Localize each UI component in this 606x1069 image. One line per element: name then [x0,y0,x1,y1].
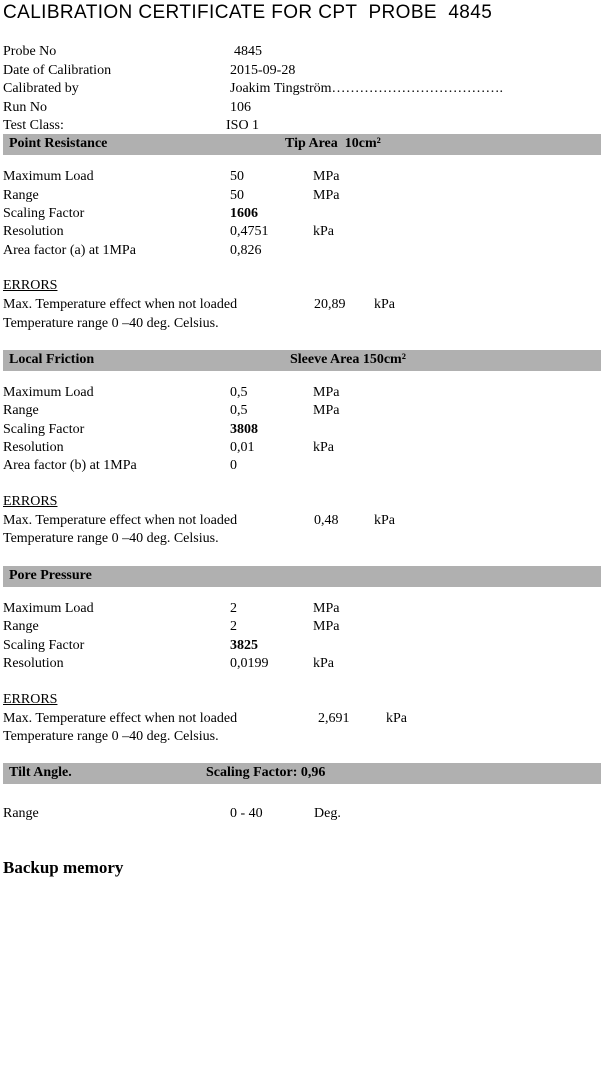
max-load-label: Maximum Load [3,601,94,616]
temp-effect-value: 20,89 [314,297,346,312]
max-load-unit: MPa [313,601,340,616]
date-label: Date of Calibration [3,63,112,78]
max-load-unit: MPa [313,169,340,184]
resolution-unit: kPa [313,656,334,671]
resolution-unit: kPa [313,440,334,455]
calibrated-by-value: Joakim Tingström………………………………. [230,81,504,96]
scaling-factor-value: 1606 [230,206,258,221]
temp-range-note: Temperature range 0 –40 deg. Celsius. [3,531,219,546]
scaling-factor-label: Scaling Factor [3,422,85,437]
tilt-angle-header [3,763,601,784]
sleeve-area: Sleeve Area 150cm² [290,352,406,367]
point-resistance-heading: Point Resistance [9,136,108,151]
range-label: Range [3,619,39,634]
test-class-value: ISO 1 [226,118,260,133]
run-no-label: Run No [3,100,47,115]
pore-pressure-header [3,566,601,587]
temp-range-note: Temperature range 0 –40 deg. Celsius. [3,316,219,331]
resolution-value: 0,01 [230,440,255,455]
temp-effect-unit: kPa [374,297,395,312]
test-class-label: Test Class: [3,118,64,133]
temp-effect-value: 2,691 [318,711,350,726]
range-label: Range [3,188,39,203]
scaling-factor-label: Scaling Factor [3,206,85,221]
range-label: Range [3,403,39,418]
max-load-label: Maximum Load [3,169,94,184]
max-load-value: 2 [230,601,237,616]
resolution-value: 0,4751 [230,224,269,239]
max-load-label: Maximum Load [3,385,94,400]
resolution-value: 0,0199 [230,656,269,671]
max-load-value: 0,5 [230,385,248,400]
scaling-factor-value: 3808 [230,422,258,437]
range-unit: MPa [313,619,340,634]
range-value: 0 - 40 [230,806,263,821]
max-load-value: 50 [230,169,244,184]
area-factor-value: 0 [230,458,237,473]
range-label: Range [3,806,39,821]
area-factor-label: Area factor (b) at 1MPa [3,458,137,473]
scaling-factor-label: Scaling Factor [3,638,85,653]
area-factor-label: Area factor (a) at 1MPa [3,243,136,258]
resolution-label: Resolution [3,224,64,239]
resolution-label: Resolution [3,656,64,671]
point-resistance-header [3,134,601,155]
range-value: 50 [230,188,244,203]
area-factor-value: 0,826 [230,243,262,258]
resolution-label: Resolution [3,440,64,455]
local-friction-header [3,350,601,371]
resolution-unit: kPa [313,224,334,239]
probe-no-value: 4845 [234,44,262,59]
run-no-value: 106 [230,100,251,115]
backup-memory-heading: Backup memory [3,858,124,877]
temp-effect-unit: kPa [386,711,407,726]
local-friction-heading: Local Friction [9,352,95,367]
temp-effect-value: 0,48 [314,513,339,528]
errors-heading: ERRORS [3,278,58,293]
calibrated-by-label: Calibrated by [3,81,79,96]
temp-range-note: Temperature range 0 –40 deg. Celsius. [3,729,219,744]
probe-no-label: Probe No [3,44,57,59]
date-value: 2015-09-28 [230,63,296,78]
tilt-scaling-factor: Scaling Factor: 0,96 [206,765,326,780]
certificate-title: CALIBRATION CERTIFICATE FOR CPT PROBE 4845 [3,2,493,23]
range-unit: MPa [313,188,340,203]
pore-pressure-heading: Pore Pressure [9,568,92,583]
temp-effect-label: Max. Temperature effect when not loaded [3,297,238,312]
range-unit: Deg. [314,806,341,821]
tip-area: Tip Area 10cm² [285,136,381,151]
errors-heading: ERRORS [3,494,58,509]
range-unit: MPa [313,403,340,418]
range-value: 2 [230,619,237,634]
range-value: 0,5 [230,403,248,418]
tilt-angle-heading: Tilt Angle. [9,765,72,780]
scaling-factor-value: 3825 [230,638,258,653]
temp-effect-label: Max. Temperature effect when not loaded [3,711,238,726]
max-load-unit: MPa [313,385,340,400]
temp-effect-label: Max. Temperature effect when not loaded [3,513,238,528]
errors-heading: ERRORS [3,692,58,707]
temp-effect-unit: kPa [374,513,395,528]
